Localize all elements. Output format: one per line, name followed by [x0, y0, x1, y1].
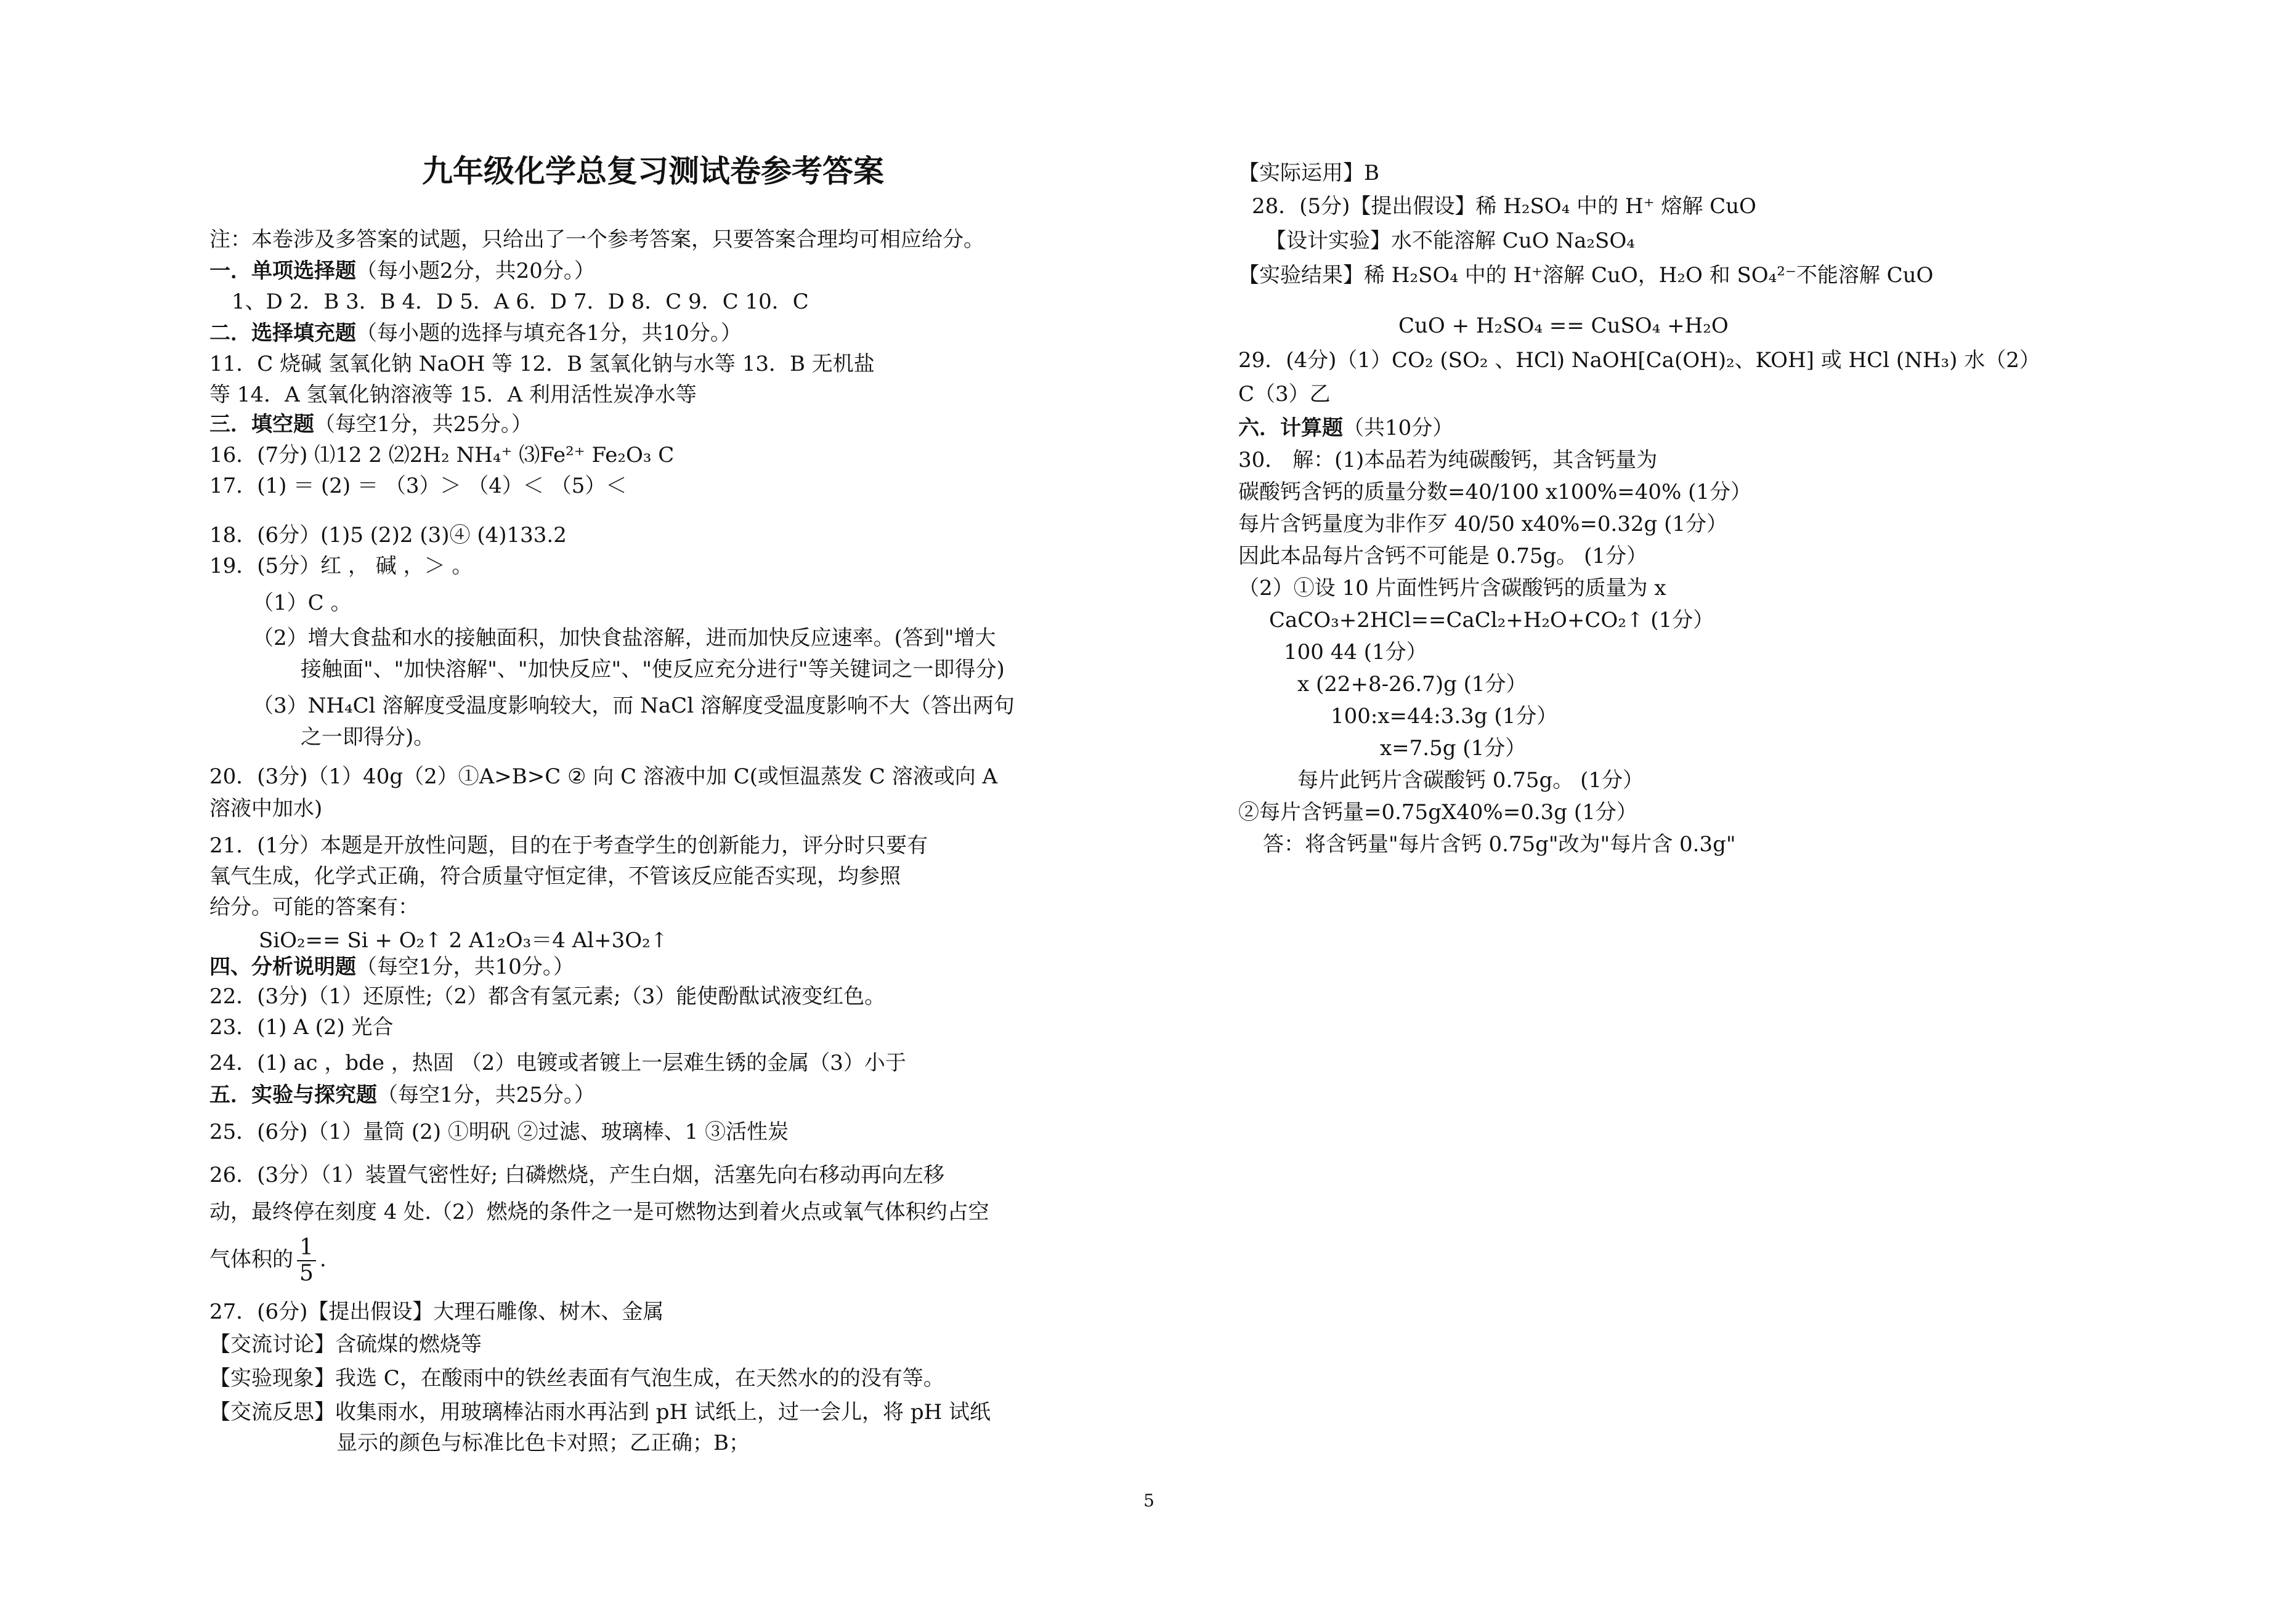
answer-line-30b: 每片含钙量度为非作歹 40/50 x40%=0.32g (1分）	[1238, 512, 1728, 536]
answer-line-30d: （2）①设 10 片面性钙片含碳酸钙的质量为 x	[1238, 576, 1666, 600]
answer-line-28a: 【设计实验】水不能溶解 CuO Na₂SO₄	[1265, 228, 1635, 253]
section-5-heading	[209, 1081, 595, 1109]
section-6-heading	[1238, 414, 1453, 442]
note-line: 注：本卷涉及多答案的试题，只给出了一个参考答案，只要答案合理均可相应给分。	[209, 227, 984, 252]
answer-line-19-3b: 之一即得分)。	[301, 725, 435, 750]
answer-line-19-2b: 接触面"、"加快溶解"、"加快反应"、"使反应充分进行"等关键词之一即得分)	[301, 657, 1005, 682]
answer-line-30f: 100 44 (1分）	[1284, 640, 1427, 665]
section-4-heading	[209, 953, 574, 981]
fraction	[297, 1235, 316, 1286]
fraction-numerator: 1	[297, 1235, 316, 1261]
section-1-heading	[209, 257, 595, 285]
section-detail: （每小题2分，共20分。）	[356, 259, 595, 283]
answer-line-23: 23．(1) A (2) 光合	[209, 1015, 394, 1040]
answer-line-26c	[209, 1232, 327, 1287]
page-title: 九年级化学总复习测试卷参考答案	[422, 153, 884, 189]
answer-line-30c: 因此本品每片含钙不可能是 0.75g。 (1分）	[1238, 544, 1647, 568]
section-label: 二．选择填充题	[209, 321, 356, 346]
answer-line-11b: 等 14．A 氢氧化钠溶液等 15．A 利用活性炭净水等	[209, 382, 697, 407]
answer-line-30a: 碳酸钙含钙的质量分数=40/100 x100%=40% (1分）	[1238, 480, 1752, 504]
answer-line-21b: 氧气生成，化学式正确，符合质量守恒定律，不管该反应能否实现，均参照	[209, 864, 901, 889]
answer-line-26: 26．(3分）（1）装置气密性好; 白磷燃烧，产生白烟，活塞先向右移动再向左移	[209, 1163, 945, 1187]
answer-line-30h: 100:x=44:3.3g (1分）	[1331, 704, 1558, 729]
answer-line-21d: SiO₂== Si + O₂↑ 2 A1₂O₃＝4 Al+3O₂↑	[259, 928, 668, 953]
answer-line-19-1: （1）C 。	[253, 591, 352, 615]
answer-line-s1: 1、D 2．B 3．B 4．D 5．A 6．D 7．D 8．C 9．C 10．C	[232, 289, 809, 314]
section-label: 四、分析说明题	[209, 955, 356, 979]
answer-line-18: 18．(6分）(1)5 (2)2 (3)④ (4)133.2	[209, 523, 567, 548]
answer-line-27c: 【交流反思】收集雨水，用玻璃棒沾雨水再沾到 pH 试纸上，过一会儿，将 pH 试纸	[209, 1400, 991, 1425]
section-label: 五．实验与探究题	[209, 1083, 377, 1107]
answer-line-27: 27．(6分)【提出假设】大理石雕像、树木、金属	[209, 1300, 664, 1324]
fraction-denominator: 5	[299, 1261, 314, 1286]
answer-line-21c: 给分。可能的答案有：	[209, 895, 419, 920]
answer-line-30j: 每片此钙片含碳酸钙 0.75g。 (1分）	[1297, 768, 1644, 793]
section-detail: （每空1分，共25分。）	[377, 1083, 595, 1107]
answer-line-26b: 动，最终停在刻度 4 处.（2）燃烧的条件之一是可燃物达到着火点或氧气体积约占空	[209, 1200, 989, 1224]
answer-line-16: 16．(7分) ⑴12 2 ⑵2H₂ NH₄⁺ ⑶Fe²⁺ Fe₂O₃ C	[209, 443, 675, 467]
answer-line-19-2: （2）增大食盐和水的接触面积，加快食盐溶解，进而加快反应速率。(答到"增大	[253, 626, 996, 650]
answer-line-30: 30． 解：(1)本品若为纯碳酸钙，其含钙量为	[1238, 448, 1658, 472]
answer-line-r1: 【实际运用】B	[1238, 161, 1379, 185]
answer-line-30k: ②每片含钙量=0.75gX40%=0.3g (1分）	[1238, 800, 1637, 825]
section-detail: （每小题的选择与填充各1分，共10分。）	[356, 321, 742, 346]
answer-line-25: 25．(6分)（1）量筒 (2) ①明矾 ②过滤、玻璃棒、1 ③活性炭	[209, 1120, 789, 1144]
answer-line-29b: C（3）乙	[1238, 382, 1331, 406]
answer-line-19: 19．(5分）红 ， 碱 ，＞ 。	[209, 554, 473, 578]
answer-line-28b: 【实验结果】稀 H₂SO₄ 中的 H⁺溶解 CuO，H₂O 和 SO₄²⁻不能溶解 CuO	[1238, 263, 1934, 288]
section-label: 六．计算题	[1238, 416, 1343, 440]
answer-text: 气体积的	[209, 1247, 293, 1272]
answer-text-end: .	[319, 1247, 327, 1272]
answer-line-30e: CaCO₃+2HCl==CaCl₂+H₂O+CO₂↑ (1分）	[1269, 608, 1714, 633]
answer-line-22: 22．(3分)（1）还原性;（2）都含有氢元素;（3）能使酚酞试液变红色。	[209, 984, 886, 1009]
answer-line-24: 24．(1) ac ，bde ，热固 （2）电镀或者镀上一层难生锈的金属（3）小于	[209, 1051, 906, 1075]
equation-line: CuO + H₂SO₄ == CuSO₄ +H₂O	[1398, 313, 1729, 338]
section-label: 三．填空题	[209, 412, 314, 437]
answer-line-17: 17．(1) ＝ (2) ＝ （3）＞ （4）＜ （5）＜	[209, 474, 627, 498]
answer-line-11: 11．C 烧碱 氢氧化钠 NaOH 等 12．B 氢氧化钠与水等 13．B 无机盐	[209, 352, 875, 376]
section-detail: （每空1分，共25分。）	[314, 412, 532, 437]
answer-line-21: 21．(1分）本题是开放性问题，目的在于考查学生的创新能力，评分时只要有	[209, 833, 928, 858]
page-number: 5	[1143, 1490, 1154, 1511]
section-detail: （每空1分，共10分。）	[356, 955, 574, 979]
section-label: 一．单项选择题	[209, 259, 356, 283]
answer-line-20b: 溶液中加水)	[209, 796, 323, 821]
answer-line-30l: 答：将含钙量"每片含钙 0.75g"改为"每片含 0.3g"	[1263, 832, 1736, 857]
answer-line-27b: 【实验现象】我选 C，在酸雨中的铁丝表面有气泡生成，在天然水的的没有等。	[209, 1366, 944, 1391]
answer-line-27a: 【交流讨论】含硫煤的燃烧等	[209, 1332, 482, 1357]
section-detail: （共10分）	[1343, 416, 1454, 440]
answer-line-27c2: 显示的颜色与标准比色卡对照；乙正确；B；	[336, 1431, 750, 1455]
answer-line-19-3: （3）NH₄Cl 溶解度受温度影响较大，而 NaCl 溶解度受温度影响不大（答出两句	[253, 693, 1015, 718]
answer-line-29: 29．(4分)（1）CO₂ (SO₂ 、HCl) NaOH[Ca(OH)₂、KOH] 或 HCl (NH₃) 水（2）	[1238, 348, 2040, 373]
section-2-heading	[209, 319, 742, 347]
answer-line-28: 28．(5分)【提出假设】稀 H₂SO₄ 中的 H⁺ 熔解 CuO	[1252, 194, 1756, 219]
answer-line-30g: x (22+8-26.7)g (1分）	[1297, 672, 1527, 697]
section-3-heading	[209, 410, 532, 439]
answer-line-20: 20．(3分)（1）40g（2）①A>B>C ② 向 C 溶液中加 C(或恒温蒸发 C 溶液或向 A	[209, 764, 998, 789]
answer-line-30i: x=7.5g (1分）	[1380, 736, 1527, 761]
